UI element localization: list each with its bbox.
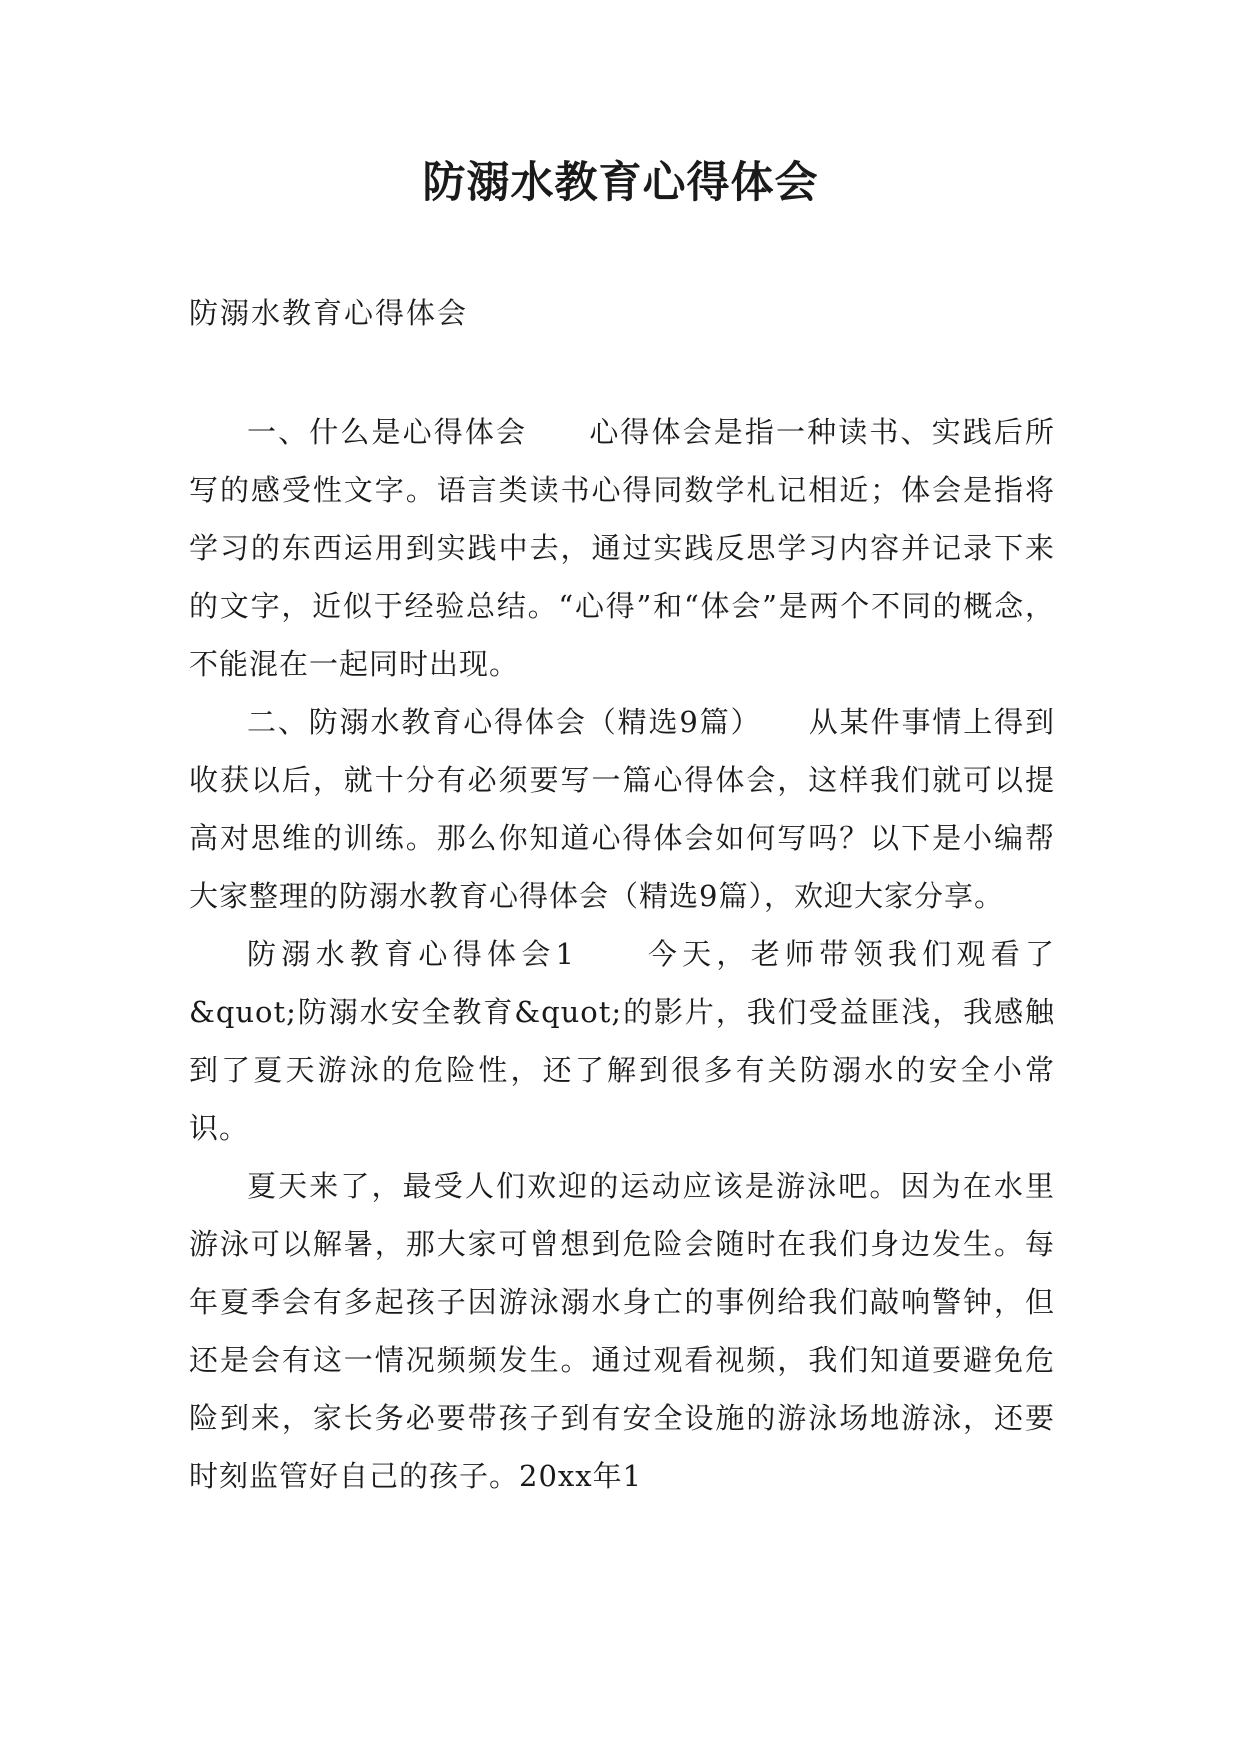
paragraph-selected-essays-intro: 二、防溺水教育心得体会（精选9篇） 从某件事情上得到收获以后，就十分有必须要写一篇心得体会，这样我们就可以提高对思维的训练。那么你知道心得体会如何写吗？以下是小编帮大家整理的防溺水教育心得体会（精选9篇），欢迎大家分享。 [189,705,1055,913]
paragraph-what-is-reflection: 一、什么是心得体会 心得体会是指一种读书、实践后所写的感受性文字。语言类读书心得同数学札记相近；体会是指将学习的东西运用到实践中去，通过实践反思学习内容并记录下来的文字，近似于经验总结。“心得”和“体会”是两个不同的概念，不能混在一起同时出现。 [189,415,1055,681]
document-subtitle: 防溺水教育心得体会 [189,296,469,330]
paragraph-summer-swimming: 夏天来了，最受人们欢迎的运动应该是游泳吧。因为在水里游泳可以解暑，那大家可曾想到危险会随时在我们身边发生。每年夏季会有多起孩子因游泳溺水身亡的事例给我们敲响警钟，但还是会有这一情况频频发生。通过观看视频，我们知道要避免危险到来，家长务必要带孩子到有安全设施的游泳场地游泳，还要时刻监管好自己的孩子。20xx年1 [189,1169,1055,1493]
document-title: 防溺水教育心得体会 [422,158,819,208]
paragraph-essay-1-intro: 防溺水教育心得体会1 今天，老师带领我们观看了&quot;防溺水安全教育&quot;的影片，我们受益匪浅，我感触到了夏天游泳的危险性，还了解到很多有关防溺水的安全小常识。 [189,937,1055,1145]
document-body [189,403,1055,1505]
